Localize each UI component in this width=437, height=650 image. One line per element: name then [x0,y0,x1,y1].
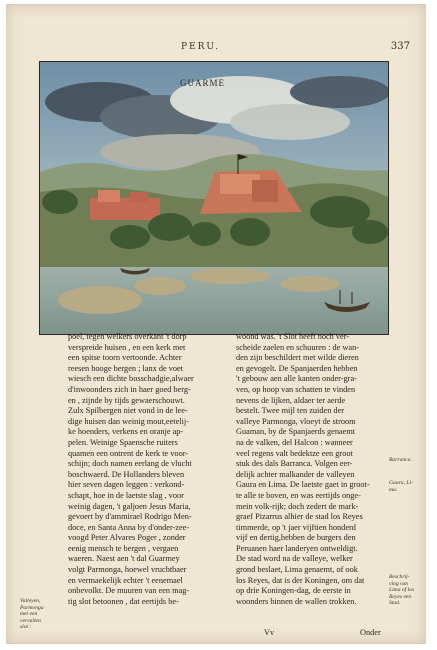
text-line: hier seven dagen leggen : verkond- [68,480,185,490]
text-line: los Reyes, dat is der Koningen, om dat [236,575,365,585]
text-line: schapt, hoe in de laetste slag , voor [68,490,184,500]
text-line: dige huisen dan weinig mout,eetelij- [68,416,189,426]
text-line: waeren. Naest aen 't dal Guarmey [68,554,180,564]
margin-note-line: Valleyen, [20,598,41,604]
text-line: schijn; doch namen eerlang de vlucht [68,459,192,469]
text-line: voogd Peter Alvares Poger , zonder [68,533,186,543]
margin-note-line: Stad. [389,600,401,607]
text-line: en gevogelt. De Spanjaerden hebben [236,363,358,373]
text-line: nevens de lijken, aldaer ter aerde [236,395,346,405]
text-line: onbevolkt. De muuren van een mag- [68,586,190,596]
text-line: boschwaerd. De Hollanders bleven [68,469,185,479]
text-line: graef Pizarrus alhier de stad los Reyes [236,512,363,522]
text-line: d'inwoonders zich in haer goed berg- [68,384,191,394]
text-line: weinig dagen, 't galjoen Jesus Maria, [68,501,191,511]
text-line: pelen. Weinige Spaensche ruiters [68,437,178,447]
margin-note-gaura-lima [389,480,413,493]
text-line: Gaura en Lima. De laetste gaet in groot- [236,480,370,490]
text-line: poel, tegen welkers overkant 't dorp [68,332,187,341]
text-line: De stad word na de valleye, welker [236,554,353,564]
margin-note-line: ving van [389,580,409,587]
margin-note-line: ma. [389,486,398,493]
text-line: grond beslaet, Lima genaemt, of ook [236,565,358,575]
text-line: ke hoenders, verkens en oranje ap- [68,427,184,437]
margin-note-line: Beschrij- [389,574,410,580]
book-page [6,4,426,644]
text-line: scheide zaelen en schuuren : de wan- [236,342,360,352]
margin-note-line: Reyes een [389,593,412,600]
text-line: Zulx Spilbergen niet vond in de lee- [68,406,188,416]
text-line: quamen een ontrent de kerk te voor- [68,448,189,458]
text-line: op drie Koningen-dag, de eerste in [236,586,351,596]
text-line: een spitse toorn vertoonde. Achter [68,353,182,363]
text-line: verspreide huisen , en een kerk met [68,342,186,352]
text-line: valleye Parmonga, vloeyt de stroom [236,416,356,426]
text-line: woond was. 't Slot heeft noch ver- [236,332,350,341]
text-line: gevoert by d'ammirael Rodrigo Men- [68,512,192,522]
margin-note-line: Lima of los [389,587,415,594]
text-line: den zijn beschildert met wilde dieren [236,353,359,363]
text-line: woonders binnen de wallen trokken. [236,596,357,606]
text-line: tig slot betoonen , dat eertijds be- [68,596,179,606]
right-column [236,332,386,607]
text-line: mein volk-rijk; doch zedert de mark- [236,501,359,511]
margin-note-barranca [389,457,412,464]
text-line: delijk achter malkander de valleyen [236,469,355,479]
text-line: doce, en Santa Anna by d'onder-zee- [68,522,190,532]
landscape-engraving [40,62,388,334]
engraving-caption: GUARME [180,78,226,88]
text-line: ven, op hoop van schatten te vinden [236,384,356,394]
text-line: stuk des dals Barranca. Volgen eer- [236,459,353,469]
engraving-illustration [39,61,389,335]
margin-note-line: Gaura, Li- [389,480,413,486]
text-line: eenig mensch te bergen , vergaen [68,543,179,553]
text-line: reesen hooge bergen ; lanx de voet [68,363,184,373]
text-line: Guaman, by de Spanjaerds genaemt [236,427,356,437]
text-line: 't gebouw aen alle kanten onder-gra- [236,374,357,384]
margin-note-valleyen [20,598,44,631]
text-line: bestelt. Twee mijl ten zuiden der [236,406,345,416]
text-line: wiesch een dichte bosschadgie,alwaer [68,374,194,384]
catchword: Onder [360,628,381,637]
signature-mark: Vv [264,628,275,637]
margin-note-line: met een [20,611,38,618]
text-line: vijf en dertig,hebben de burgers den [236,533,356,543]
margin-note-line: Parmonga [20,604,44,611]
margin-note-line: Barranca. [389,457,412,463]
text-line: en , zijnde by tijds gewaerschouwt. [68,395,185,405]
margin-note-line: slot : [20,624,32,631]
running-head [6,42,426,56]
text-line: timmerde, op 't jaer vijftien honderd [236,522,356,532]
text-line: Peruanen haer landeryen ontweldigt. [236,543,358,553]
text-line: na de valken, del Halcon : wanneer [236,437,353,447]
text-line: te alle te boven, en was eertijds onge- [236,490,361,500]
text-line: en vermaekelijk echter 't eenemael [68,575,183,585]
margin-note-lima-description [389,574,414,607]
text-line: volgt Parmonga, hoewel vruchtbaer [68,565,187,575]
margin-note-line: vervallen [20,617,41,624]
text-line: veel regens valt bedektze een groot [236,448,353,458]
left-column [68,332,228,607]
page-title: PERU. [181,42,221,52]
page-number: 337 [390,41,410,52]
